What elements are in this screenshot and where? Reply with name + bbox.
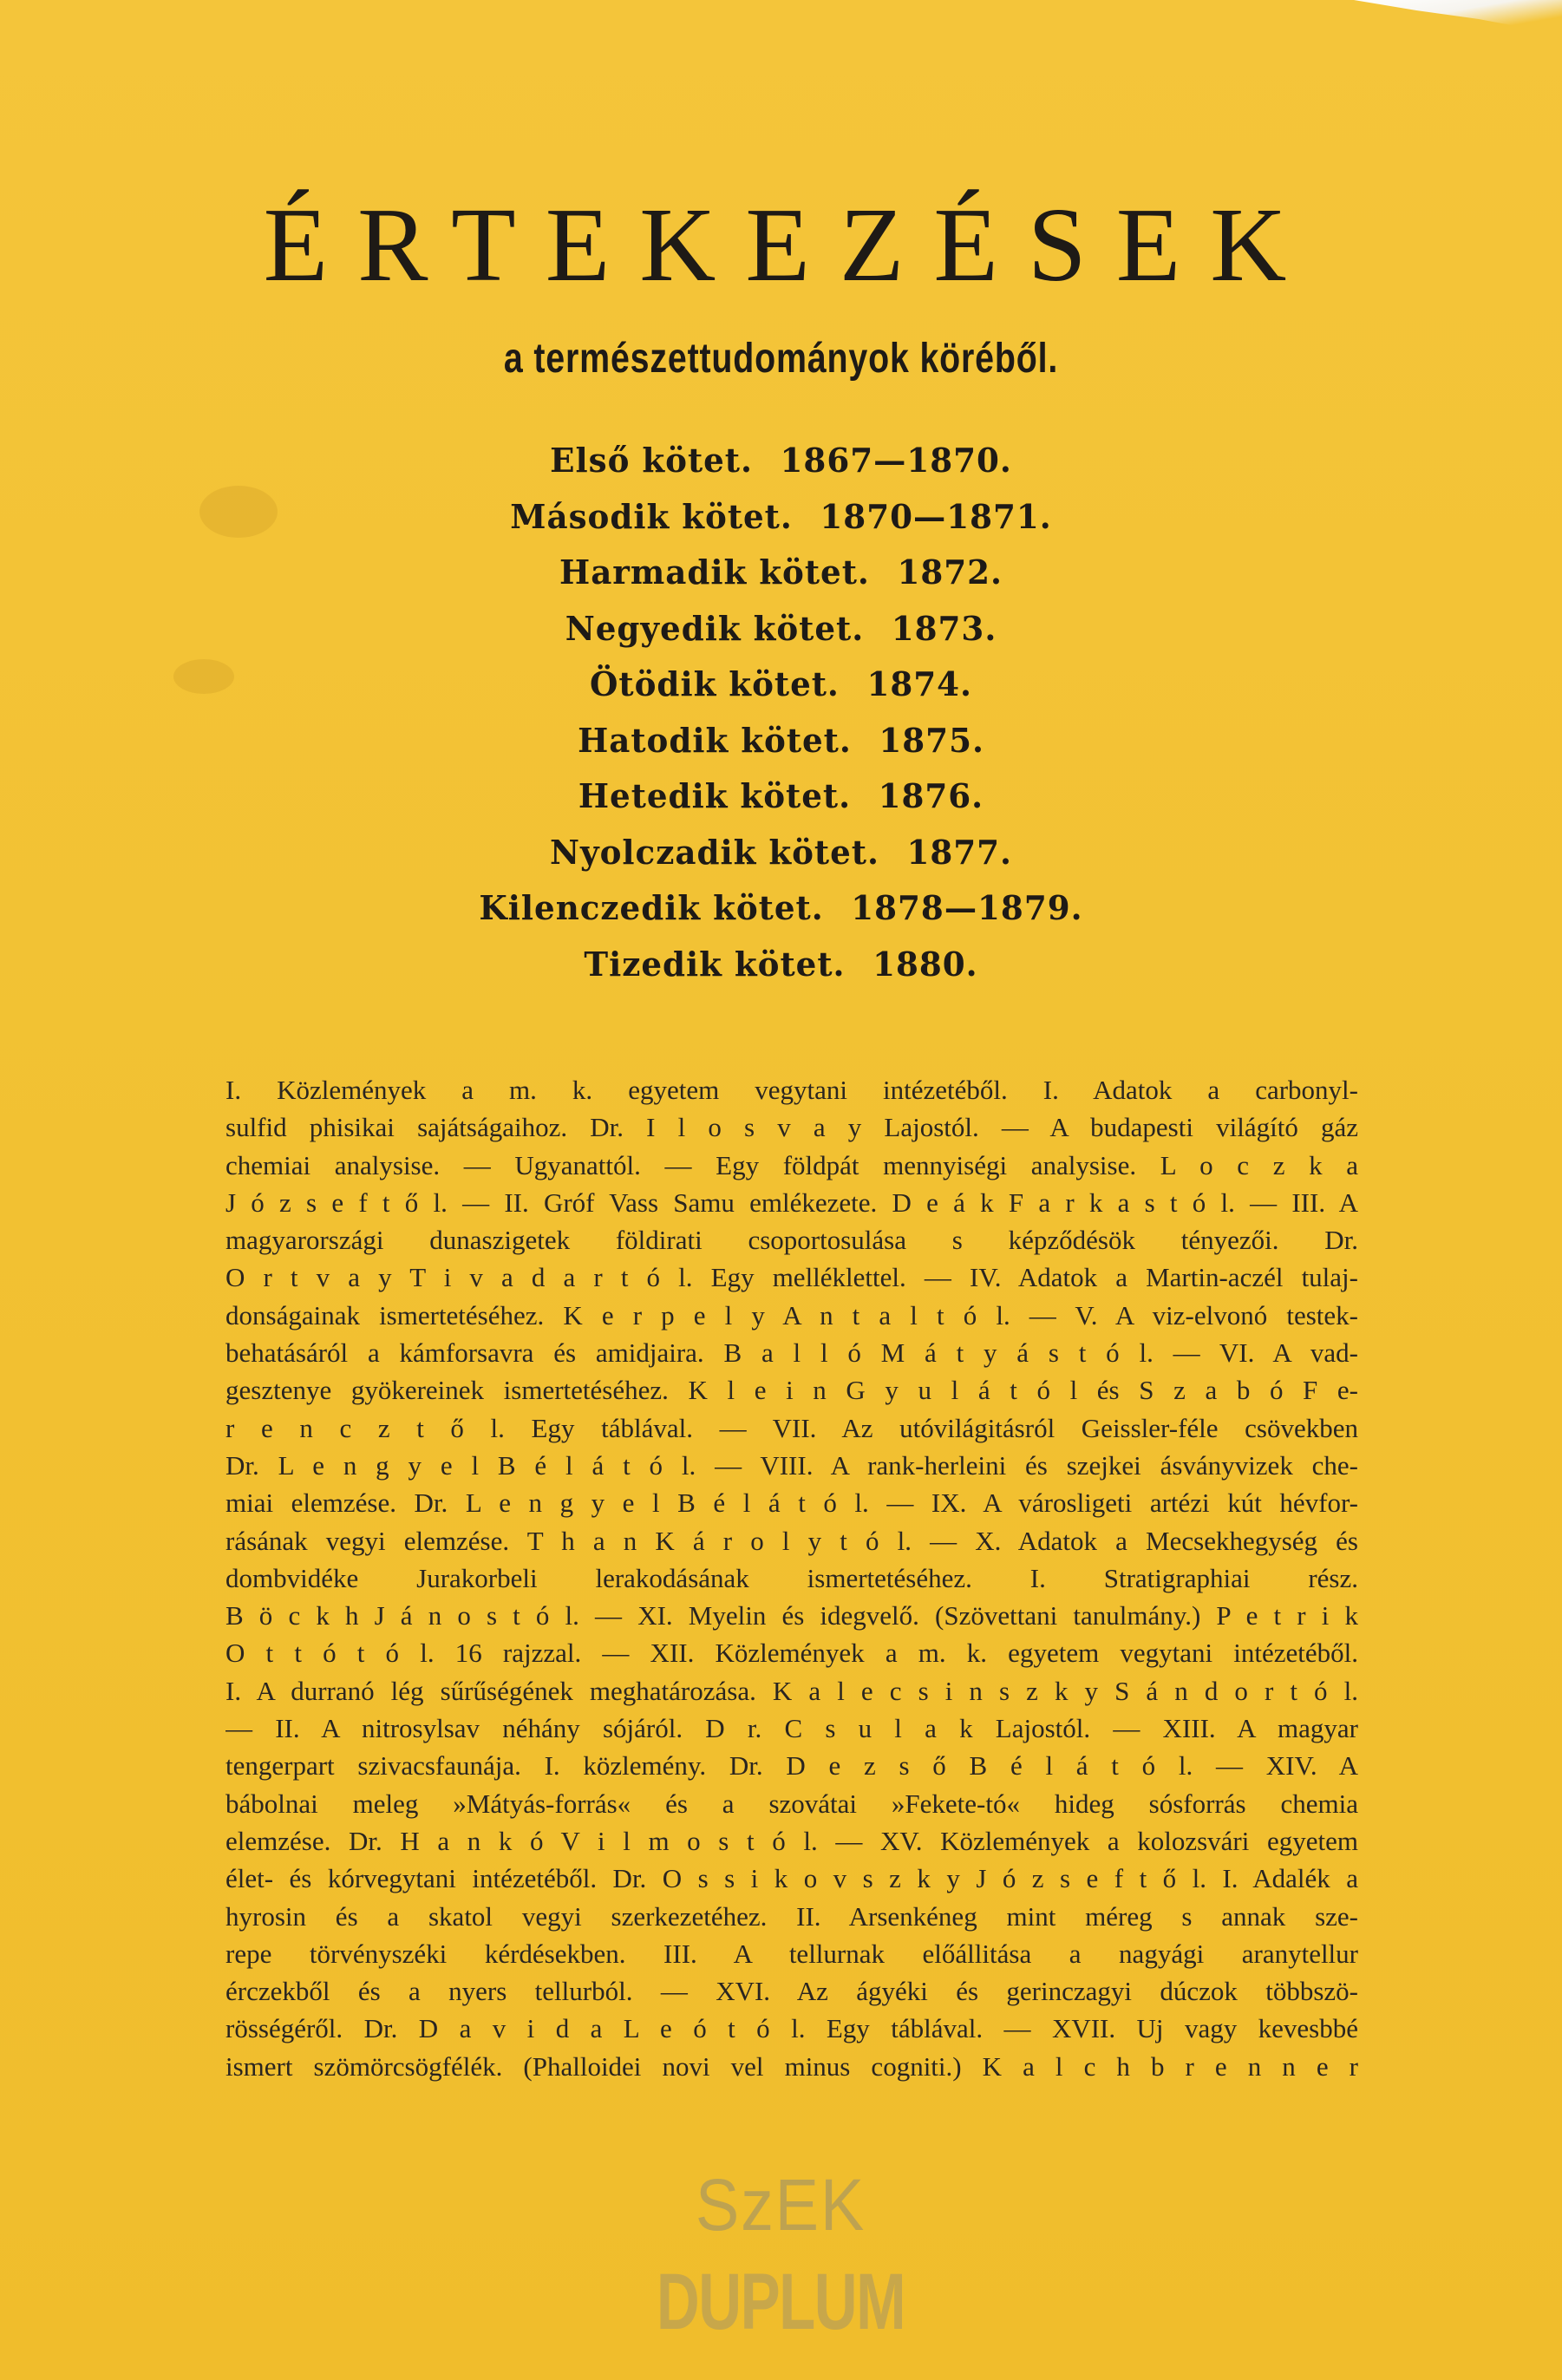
volume-years: 1872. [897,552,1003,592]
volume-label: Első kötet. [550,441,753,480]
volume-item [16,552,1546,612]
page-subtitle: a természettudományok köréből. [503,336,1059,382]
text-line: — II. A nitrosylsav néhány sójáról. D r. C s u l a k Lajostól. — XIII. A magyar [225,1713,1358,1744]
volume-label: Második kötet. [510,496,793,536]
text-line: miai elemzése. Dr. L e n g y e l B é l á t ó l. — IX. A városligeti artézi kút hévfor- [225,1488,1358,1519]
volume-item [16,944,1546,1004]
volume-years: 1873. [891,608,997,648]
volume-item [16,608,1546,669]
text-line: sulfid phisikai sajátságaihoz. Dr. I l o s v a y Lajostól. — A budapesti világító gáz [225,1112,1358,1143]
text-line: élet- és kórvegytani intézetéből. Dr. O s s i k o v s z k y J ó z s e f t ő l. I. Adalék a [225,1863,1358,1894]
volume-item [16,441,1546,500]
text-line: elemzése. Dr. H a n k ó V i l m o s t ó l. — XV. Közlemények a kolozsvári egyetem [225,1825,1358,1856]
volume-years: 1874. [866,664,972,703]
volume-years: 1880. [872,944,978,984]
text-line: érczekből és a nyers tellurból. — XVI. Az ágyéki és gerinczagyi dúczok többszö- [225,1976,1358,2007]
text-line: behatásáról a kámforsavra és amidjaira. B a l l ó M á t y á s t ó l. — VI. A vad- [225,1337,1358,1369]
volume-years: 1870—1871. [820,496,1052,536]
volume-label: Nyolczadik kötet. [549,832,879,872]
text-line: dombvidéke Jurakorbeli lerakodásának ismertetéséhez. I. Stratigraphiai rész. [225,1562,1358,1593]
volume-label: Ötödik kötet. [590,664,840,703]
text-line: I. A durranó lég sűrűségének meghatározása. K a l e c s i n s z k y S á n d o r t ó l. [225,1675,1358,1706]
text-line: O t t ó t ó l. 16 rajzzal. — XII. Közlemények a m. k. egyetem vegytani intézetéből. [225,1638,1358,1669]
volume-label: Kilenczedik kötet. [479,888,824,927]
text-line: B ö c k h J á n o s t ó l. — XI. Myelin és idegvelő. (Szövettani tanulmány.) P e t r i k [225,1600,1358,1631]
text-line: Dr. L e n g y e l B é l á t ó l. — VIII. A rank-herleini és szejkei ásványvizek che- [225,1449,1358,1481]
volume-years: 1875. [879,720,984,760]
page-title: ÉRTEKEZÉSEK [263,186,1317,304]
volume-label: Hetedik kötet. [578,776,852,815]
volume-label: Hatodik kötet. [578,720,852,760]
text-line: rösségéről. Dr. D a v i d a L e ó t ó l. Egy táblával. — XVII. Uj vagy kevesbbé [225,2013,1358,2044]
text-line: J ó z s e f t ő l. — II. Gróf Vass Samu emlékezete. D e á k F a r k a s t ó l. — III. A [225,1187,1358,1218]
library-stamp [564,2164,997,2346]
text-line: hyrosin és a skatol vegyi szerkezetéhez. II. Arsenkéneg mint méreg s annak sze- [225,1900,1358,1932]
stamp-line: DUPLUM [656,2258,905,2346]
volume-item [16,496,1546,557]
text-line: ismert szömörcsögfélék. (Phalloidei novi vel minus cogniti.) K a l c h b r e n n e r [225,2050,1358,2082]
volume-list [0,441,1562,1004]
volume-item [16,720,1546,781]
volume-item [16,776,1546,836]
volume-item [16,832,1546,892]
volume-label: Negyedik kötet. [565,608,865,648]
text-line: r e n c z t ő l. Egy táblával. — VII. Az utóvilágitásról Geissler-féle csövekben [225,1412,1358,1443]
text-line: I. Közlemények a m. k. egyetem vegytani intézetéből. I. Adatok a carbonyl- [225,1075,1358,1105]
torn-corner [1354,0,1562,35]
volume-label: Harmadik kötet. [559,552,870,592]
text-line: magyarországi dunaszigetek földirati csoportosulása s képződésök tényezői. Dr. [225,1225,1358,1256]
text-line: chemiai analysise. — Ugyanattól. — Egy földpát mennyiségi analysise. L o c z k a [225,1149,1358,1180]
text-line: bábolnai meleg »Mátyás-forrás« és a szovátai »Fekete-tó« hideg sósforrás chemia [225,1788,1358,1819]
text-line: tengerpart szivacsfaunája. I. közlemény. Dr. D e z s ő B é l á t ó l. — XIV. A [225,1750,1358,1782]
volume-item [16,664,1546,724]
volume-years: 1876. [878,776,984,815]
text-line: repe törvényszéki kérdésekben. III. A tellurnak előállitása a nagyági aranytellur [225,1938,1358,1969]
volume-label: Tizedik kötet. [584,944,846,984]
volume-years: 1878—1879. [851,888,1083,927]
volume-item [16,888,1546,948]
text-line: gesztenye gyökereinek ismertetéséhez. K l e i n G y u l á t ó l és S z a b ó F e- [225,1375,1358,1406]
volume-years: 1867—1870. [780,441,1012,480]
stamp-line: SzEK [695,2164,866,2246]
text-line: rásának vegyi elemzése. T h a n K á r o l y t ó l. — X. Adatok a Mecsekhegység és [225,1525,1358,1556]
contents-paragraph [225,1071,1358,2085]
text-line: O r t v a y T i v a d a r t ó l. Egy melléklettel. — IV. Adatok a Martin-aczél tulaj- [225,1262,1358,1293]
volume-years: 1877. [906,832,1013,872]
text-line: donságainak ismertetéséhez. K e r p e l y A n t a l t ó l. — V. A viz-elvonó testek- [225,1299,1358,1331]
